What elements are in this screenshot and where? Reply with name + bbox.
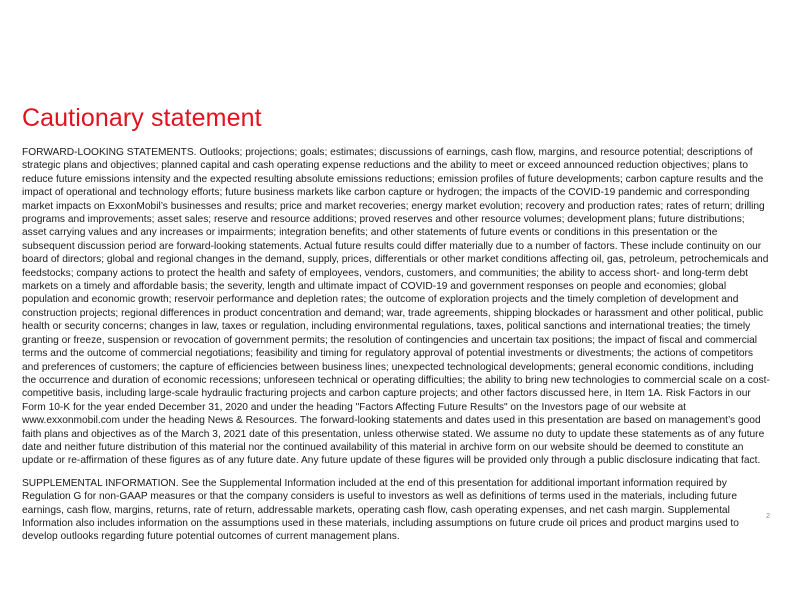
slide-title: Cautionary statement bbox=[22, 104, 262, 132]
forward-looking-statements-paragraph: FORWARD-LOOKING STATEMENTS. Outlooks; projections; goals; estimates; discussions of earnings, cash flow, margins, and resource potential; descriptions of strategic plans and objectives; planned capital and cash operating expense reductions and the ability to meet or exceed announced reduction objectives; plans to reduce future emissions intensity and the expected resulting absolute emissions reductions; emission profiles of future developments; carbon capture results and the impact of operational and technology efforts; future business markets like carbon capture or hydrogen; the impacts of the COVID-19 pandemic and corresponding market impacts on ExxonMobil’s businesses and results; price and market recoveries; energy market evolution; recovery and production rates; rates of return; drilling programs and improvements; asset sales; reserve and resource additions; proved reserves and other resource volumes; development plans; future distributions; asset carrying values and any increases or impairments; integration benefits; and other statements of future events or conditions in this presentation or the subsequent discussion period are forward-looking statements. Actual future results could differ materially due to a number of factors. These include continuity on our board of directors; global and regional changes in the demand, supply, prices, differentials or other market conditions affecting oil, gas, petroleum, petrochemicals and feedstocks; company actions to protect the health and safety of employees, vendors, customers, and communities; the ability to access short- and long-term debt markets on a timely and affordable basis; the severity, length and ultimate impact of COVID-19 and government responses on people and economies; global population and economic growth; reservoir performance and depletion rates; the outcome of exploration projects and the timely completion of development and construction projects; regional differences in product concentration and demand; war, trade agreements, shipping blockades or harassment and other political, public health or security concerns; changes in law, taxes or regulation, including environmental regulations, taxes, political sanctions and international treaties; the timely granting or freeze, suspension or revocation of government permits; the resolution of contingencies and uncertain tax positions; the impact of fiscal and commercial terms and the outcome of commercial negotiations; feasibility and timing for regulatory approval of potential investments or divestments; the actions of competitors and preferences of customers; the capture of efficiencies between business lines; unexpected technological developments; general economic conditions, including the occurrence and duration of economic recessions; unforeseen technical or operating difficulties; the ability to bring new technologies to commercial scale on a cost-competitive basis, including large-scale hydraulic fracturing projects and carbon capture projects; and other factors discussed here, in Item 1A. Risk Factors in our Form 10-K for the year ended December 31, 2020 and under the heading "Factors Affecting Future Results" on the Investors page of our website at www.exxonmobil.com under the heading News & Resources. The forward-looking statements and dates used in this presentation are based on management’s good faith plans and objectives as of the March 3, 2021 date of this presentation, unless otherwise stated. We assume no duty to update these statements as of any future date and neither future distribution of this material nor the continued availability of this material in archive form on our website should be deemed to constitute an update or re-affirmation of these figures as of any future date. Any future update of these figures will be provided only through a public disclosure indicating that fact. bbox=[22, 147, 770, 467]
body-text bbox=[22, 146, 770, 553]
page-number: 2 bbox=[766, 513, 770, 520]
supplemental-information-paragraph: SUPPLEMENTAL INFORMATION. See the Supplemental Information included at the end of this presentation for additional important information required by Regulation G for non-GAAP measures or that the company considers is useful to investors as well as definitions of terms used in the materials, including future earnings, cash flow, margins, returns, rate of return, addressable markets, operating cash flow, cash operating expenses, and net cash margin. Supplemental Information also includes information on the assumptions used in these materials, including assumptions on future crude oil prices and product margins used to develop outlooks regarding future potential outcomes of current management plans. bbox=[22, 477, 739, 543]
